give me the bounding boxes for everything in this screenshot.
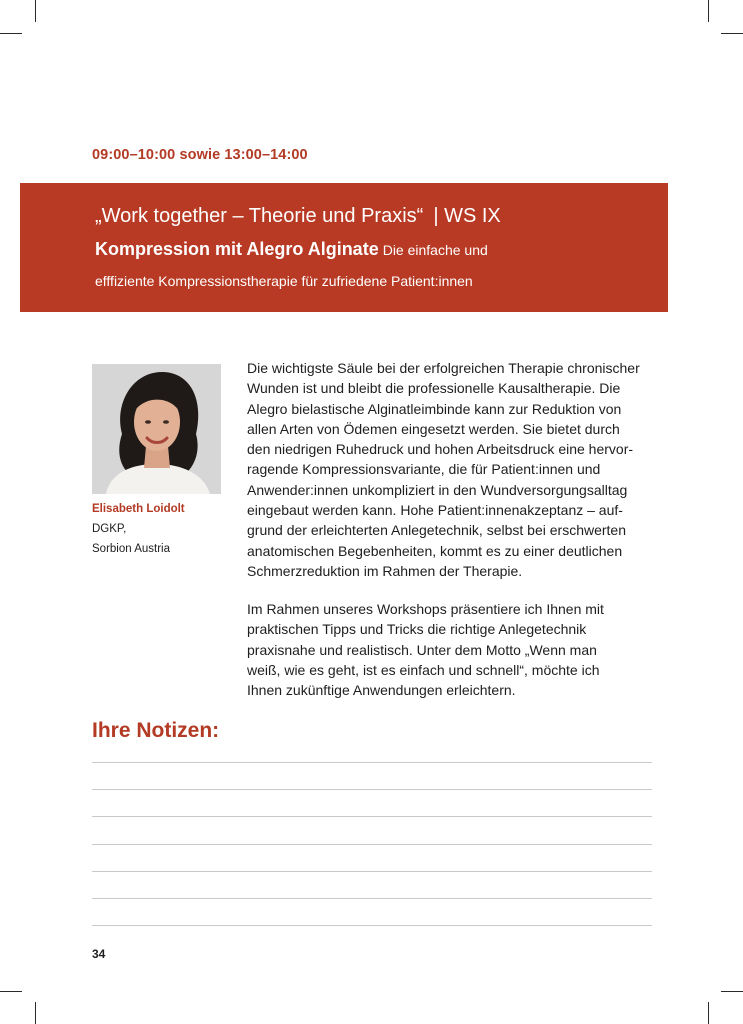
text-line: anatomischen Begebenheiten, kommt es zu einer deutlichen [247, 542, 623, 559]
text-line: eingebaut werden kann. Hohe Patient:innenakzeptanz – auf- [247, 502, 623, 519]
description-paragraph-1 [247, 358, 662, 581]
text-line: Die wichtigste Säule bei der erfolgreichen Therapie chronischer [247, 360, 640, 376]
crop-mark [721, 991, 743, 992]
banner-line-1 [95, 205, 501, 228]
text-line: allen Arten von Ödemen eingesetzt werden. Sie bietet durch [247, 420, 620, 437]
crop-mark [35, 0, 36, 22]
text-line: Im Rahmen unseres Workshops präsentiere ich Ihnen mit [247, 601, 604, 617]
speaker-name: Elisabeth Loidolt [92, 503, 185, 515]
crop-mark [0, 991, 22, 992]
text-line: Ihnen zukünftige Anwendungen erleichtern. [247, 682, 516, 699]
session-time: 09:00–10:00 sowie 13:00–14:00 [92, 147, 308, 163]
text-line: Wunden ist und bleibt die professionelle Kausaltherapie. Die [247, 380, 621, 397]
text-line: praktischen Tipps und Tricks die richtige Anlegetechnik [247, 621, 587, 638]
note-line [92, 816, 652, 817]
text-line: weiß, wie es geht, ist es einfach und schnell“, möchte ich [247, 661, 600, 678]
note-line [92, 789, 652, 790]
note-line [92, 925, 652, 926]
crop-mark [708, 0, 709, 22]
crop-mark [721, 33, 743, 34]
text-line: Alegro bielastische Alginatleimbinde kann zur Reduktion von [247, 400, 622, 417]
text-line: praxisnahe und realistisch. Unter dem Motto „Wenn man [247, 641, 597, 658]
text-line: Anwender:innen unkompliziert in den Wundversorgungsalltag [247, 481, 628, 498]
speaker-portrait-illustration [92, 364, 221, 494]
crop-mark [35, 1002, 36, 1024]
notes-heading: Ihre Notizen: [92, 719, 220, 742]
text-line: den niedrigen Ruhedruck und hohen Arbeitsdruck eine hervor- [247, 441, 634, 458]
speaker-organization: Sorbion Austria [92, 543, 170, 555]
description-paragraph-2 [247, 599, 662, 700]
banner-line-2 [95, 239, 488, 260]
workshop-title: Kompression mit Alegro Alginate [95, 239, 379, 259]
note-line [92, 871, 652, 872]
page-number: 34 [92, 947, 106, 961]
workshop-subtitle-end: efffiziente Kompressionstherapie für zufriedene Patient:innen [95, 273, 473, 289]
note-line [92, 844, 652, 845]
note-line [92, 898, 652, 899]
title-banner [20, 183, 668, 312]
crop-mark [708, 1002, 709, 1024]
workshop-number: | WS IX [433, 205, 501, 227]
note-line [92, 762, 652, 763]
crop-mark [0, 33, 22, 34]
speaker-photo [92, 364, 221, 494]
text-line: ragende Kompressionsvariante, die für Patient:innen und [247, 461, 601, 478]
speaker-role: DGKP, [92, 523, 127, 535]
text-line: grund der erleichterten Anlegetechnik, selbst bei erschwerten [247, 522, 626, 539]
workshop-subtitle-start: Die einfache und [382, 242, 488, 258]
text-line: Schmerzreduktion im Rahmen der Therapie. [247, 562, 523, 579]
workshop-series-title: „Work together – Theorie und Praxis“ [95, 205, 424, 227]
